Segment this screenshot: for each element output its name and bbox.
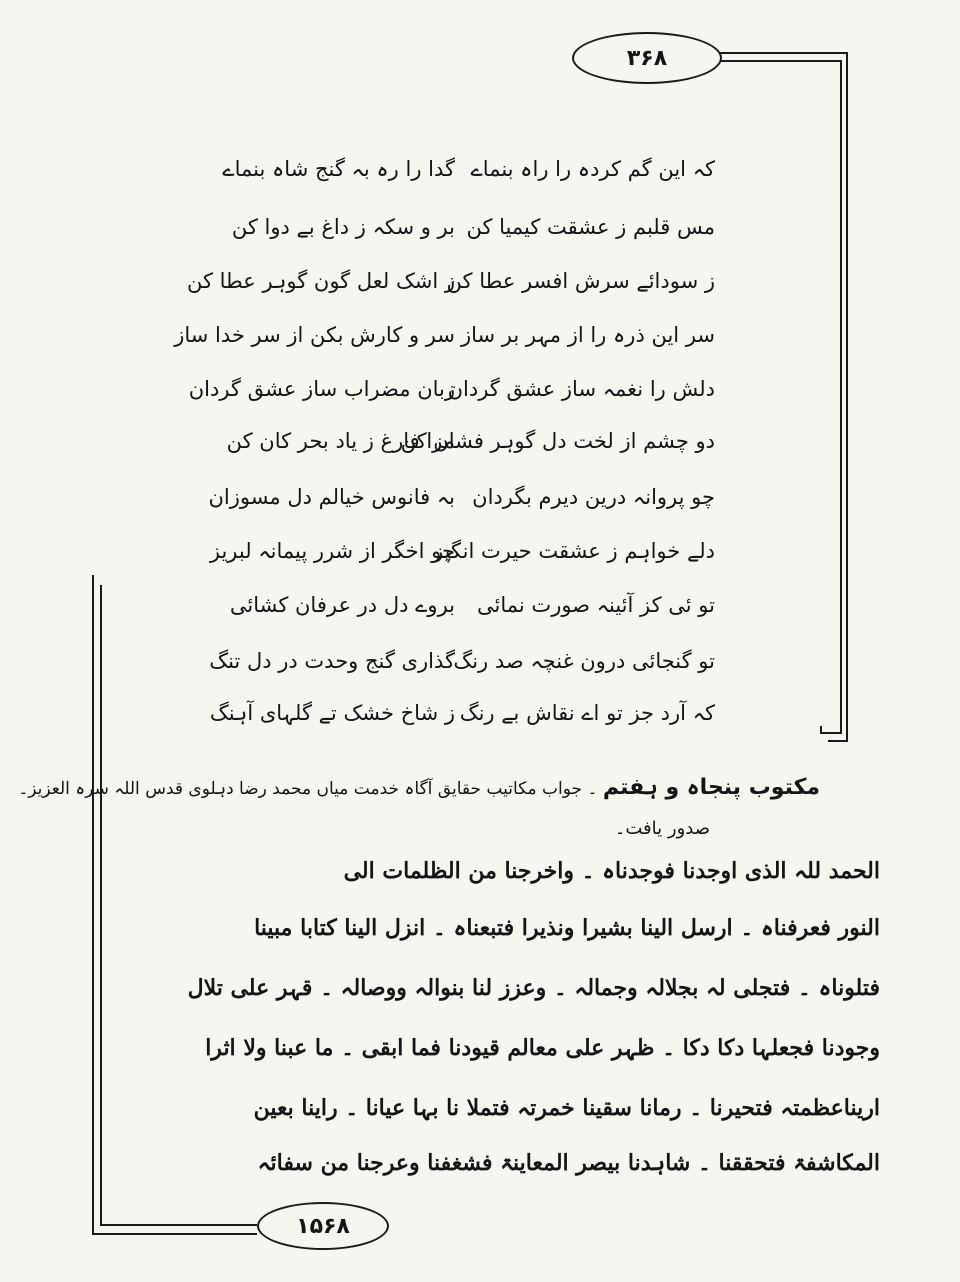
- verse-8-left: چو اخگر از شرر پیمانہ لبریز: [209, 539, 455, 563]
- verse-3-left: ز اشک لعل گون گوہر عطا کن: [187, 269, 455, 293]
- frame-left-line-inner: [100, 585, 102, 1225]
- arabic-line-6: المکاشفۃ فتحققنا ۔ شاہدنا بیصر المعاینۃ فشغفنا وعرجنا من سفائہ: [257, 1150, 880, 1176]
- verse-5-left: زبان مضراب ساز عشق گردان: [188, 377, 455, 401]
- verse-8-right: دلے خواہم ز عشقت حیرت انگیز: [433, 539, 715, 563]
- frame-top-left-stub: [820, 726, 822, 734]
- verse-1-left: گدا را رہ بہ گنج شاہ بنماے: [222, 157, 455, 181]
- top-page-number: ۳۶۸: [572, 32, 722, 84]
- verse-10-right: تو گنجائی درون غنچہ صد رنگ: [453, 649, 715, 673]
- verse-6-right: دو چشم از لخت دل گوہر فشان کن: [400, 429, 715, 453]
- verse-6-left: مرا فارغ ز یاد بحر کان کن: [226, 429, 455, 453]
- verse-10-left: گذاری گنج وحدت در دل تنگ: [209, 649, 455, 673]
- arabic-line-3: فتلوناہ ۔ فتجلی لہ بجلالہ وجمالہ ۔ وعزز لنا بنوالہ ووصالہ ۔ قہر علی تلال: [187, 975, 880, 1001]
- frame-mid-line-outer: [828, 740, 848, 742]
- frame-top-line: [720, 52, 848, 54]
- verse-5-right: دلش را نغمہ ساز عشق گردان: [447, 377, 715, 401]
- verse-4-left: سر و کارش بکن از سر خدا ساز: [174, 323, 455, 347]
- verse-7-left: بہ فانوس خیالم دل مسوزان: [208, 485, 455, 509]
- frame-right-line: [846, 52, 848, 740]
- frame-mid-line: [820, 732, 842, 734]
- verse-9-right: تو ئی کز آئینہ صورت نمائی: [477, 593, 715, 617]
- arabic-line-4: وجودنا فجعلہا دکا دکا ۔ ظہر علی معالم قیودنا فما ابقی ۔ ما عبنا ولا اثرا: [205, 1035, 880, 1061]
- frame-right-line-inner: [840, 60, 842, 732]
- frame-bottom-line: [92, 1233, 257, 1235]
- arabic-line-1: الحمد للہ الذی اوجدنا فوجدناہ ۔ واخرجنا من الظلمات الی: [343, 858, 880, 884]
- letter-title: مکتوب پنجاہ و ہفتم: [602, 775, 820, 800]
- arabic-line-5: اریناعظمتہ فتحیرنا ۔ رمانا سقینا خمرتہ فتملا نا بہا عیانا ۔ راینا بعین: [253, 1095, 880, 1121]
- verse-11-right: کہ آرد جز تو اے نقاش بے رنگ: [459, 701, 715, 725]
- verse-11-left: ز شاخ خشک تے گلہای آہنگ: [209, 701, 455, 725]
- letter-heading: [18, 775, 820, 800]
- verse-3-right: ز سودائے سرش افسر عطا کن: [446, 269, 715, 293]
- letter-heading-text: ۔ جواب مکاتیب حقایق آگاہ خدمت میاں محمد رضا دہلوی قدس اللہ سرہ العزیز۔: [18, 779, 598, 799]
- arabic-line-2: النور فعرفناہ ۔ ارسل الینا بشیرا ونذیرا فتبعناہ ۔ انزل الینا کتابا مبینا: [254, 915, 880, 941]
- verse-2-left: بر و سکہ ز داغ بے دوا کن: [231, 215, 455, 239]
- verse-7-right: چو پروانہ درین دیرم بگردان: [472, 485, 715, 509]
- verse-1-right: کہ این گم کردہ را راہ بنماے: [470, 157, 715, 181]
- frame-bottom-line-inner: [100, 1224, 257, 1226]
- bottom-page-number: ۱۵۶۸: [257, 1202, 389, 1250]
- verse-4-right: سر این ذرہ را از مہر بر ساز: [460, 323, 715, 347]
- verse-9-left: بروے دل در عرفان کشائی: [229, 593, 455, 617]
- letter-heading-continuation: صدور یافت۔: [614, 818, 710, 839]
- frame-left-line: [92, 575, 94, 1235]
- frame-top-line-inner: [720, 60, 842, 62]
- verse-2-right: مس قلبم ز عشقت کیمیا کن: [466, 215, 715, 239]
